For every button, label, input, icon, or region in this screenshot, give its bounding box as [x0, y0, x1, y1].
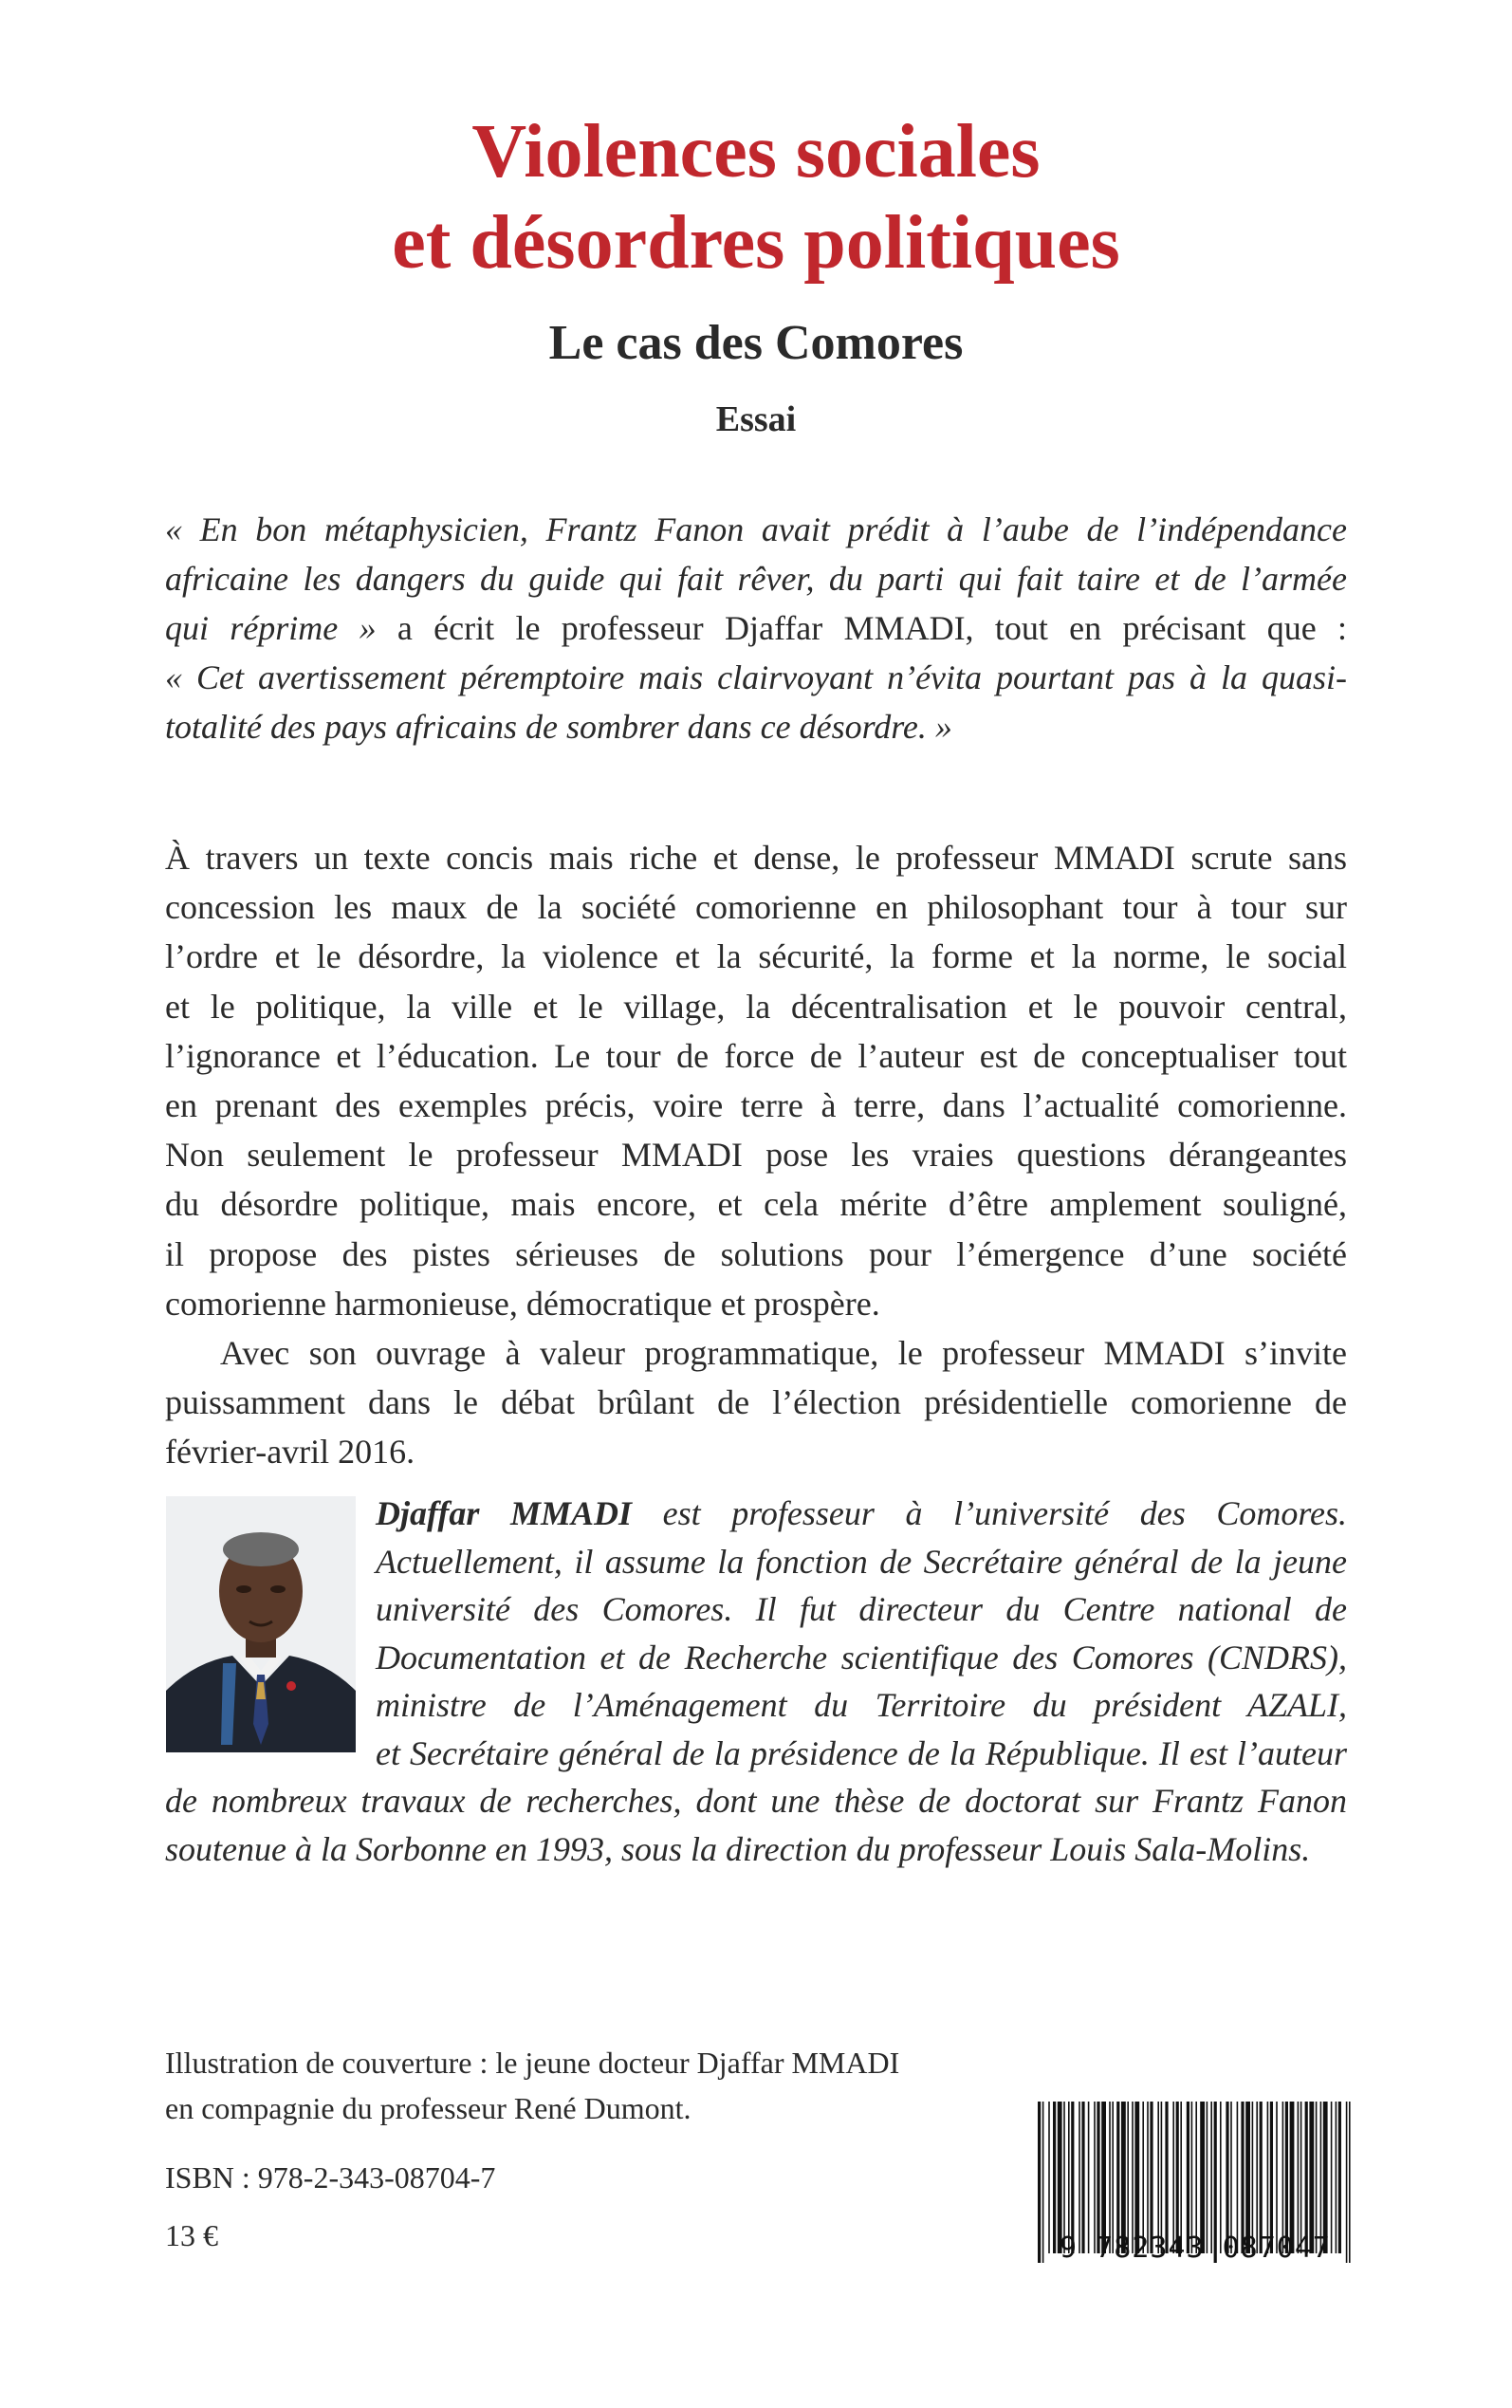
- barcode-bar: [1053, 2102, 1056, 2253]
- quote-italic-fragment: qui réprime »: [165, 609, 377, 647]
- description-line: Avec son ouvrage à valeur programmatique, le professeur MMADI s’invite: [220, 1334, 1347, 1373]
- barcode-bar: [1300, 2102, 1302, 2253]
- barcode-bar: [1094, 2102, 1096, 2253]
- barcode-bar: [1309, 2102, 1314, 2253]
- barcode-bar: [1210, 2102, 1212, 2253]
- barcode-bar: [1068, 2102, 1070, 2253]
- description-line: l’ignorance et l’éducation. Le tour de force de l’auteur est de conceptualiser tout: [165, 1036, 1347, 1075]
- barcode-bar: [1112, 2102, 1114, 2253]
- barcode-bar: [1088, 2102, 1090, 2253]
- barcode-bar: [1150, 2102, 1152, 2253]
- barcode-bar: [1305, 2102, 1308, 2253]
- description-line: Non seulement le professeur MMADI pose les vraies questions dérangeantes: [165, 1136, 1347, 1175]
- barcode-bar: [1290, 2102, 1295, 2253]
- barcode-bar: [1165, 2102, 1168, 2253]
- barcode-bar: [1191, 2102, 1193, 2253]
- barcode-bar: [1316, 2102, 1318, 2253]
- barcode-bar: [1338, 2102, 1341, 2253]
- description-line: comorienne harmonieuse, démocratique et prospère.: [165, 1284, 880, 1323]
- quote-attribution: a écrit le professeur Djaffar MMADI, tout en précisant que :: [376, 609, 1347, 647]
- barcode-bar: [1097, 2102, 1099, 2253]
- barcode-bar: [1071, 2102, 1074, 2253]
- barcode-bar: [1285, 2102, 1288, 2253]
- description-line: en prenant des exemples précis, voire terre à terre, dans l’actualité comorienne.: [165, 1086, 1347, 1125]
- barcode-bar: [1298, 2102, 1300, 2253]
- title-line-2: et désordres politiques: [392, 201, 1120, 285]
- barcode-bar: [1323, 2102, 1328, 2253]
- barcode-bar: [1220, 2102, 1222, 2253]
- barcode-bar: [1256, 2102, 1258, 2253]
- bio-line: de nombreux travaux de recherches, dont une thèse de doctorat sur Frantz Fanon: [165, 1782, 1347, 1820]
- barcode-bar: [1282, 2102, 1284, 2253]
- author-name: Djaffar MMADI: [376, 1494, 632, 1532]
- barcode-bar: [1200, 2102, 1205, 2253]
- barcode-bar: [1331, 2102, 1333, 2253]
- isbn-number: ISBN : 978-2-343-08704-7: [165, 2160, 496, 2195]
- bio-line: ministre de l’Aménagement du Territoire du président AZALI,: [376, 1686, 1347, 1724]
- barcode-bar: [1161, 2102, 1163, 2253]
- barcode-bar: [1207, 2102, 1208, 2253]
- barcode-bar: [1245, 2102, 1250, 2253]
- book-genre: Essai: [715, 399, 797, 439]
- barcode-bar: [1157, 2102, 1159, 2253]
- price-label: 13 €: [165, 2218, 218, 2252]
- bio-line: et Secrétaire général de la présidence de la République. Il est l’auteur: [376, 1733, 1347, 1772]
- barcode-bar: [1230, 2102, 1232, 2253]
- epigraph-quote: [165, 505, 1347, 751]
- bio-line: Documentation et de Recherche scientifique des Comores (CNDRS),: [376, 1638, 1347, 1676]
- quote-line: [165, 603, 1347, 653]
- description-line: À travers un texte concis mais riche et dense, le professeur MMADI scrute sans: [165, 839, 1347, 877]
- barcode-bar: [1336, 2102, 1337, 2253]
- quote-line: « En bon métaphysicien, Frantz Fanon avait prédit à l’aube de l’indépendance: [165, 510, 1347, 548]
- description-line: concession les maux de la société comorienne en philosophant tour à tour sur: [165, 888, 1347, 927]
- barcode-bar: [1180, 2102, 1182, 2253]
- barcode-bar: [1134, 2102, 1139, 2253]
- description-line: février-avril 2016.: [165, 1433, 415, 1472]
- barcode-bar: [1241, 2102, 1244, 2253]
- barcode-bar: [1101, 2102, 1106, 2253]
- barcode-bar: [1176, 2102, 1179, 2253]
- credit-line-2: en compagnie du professeur René Dumont.: [165, 2091, 691, 2125]
- description-line: puissamment dans le débat brûlant de l’élection présidentielle comorienne de: [165, 1383, 1347, 1422]
- barcode-bar: [1127, 2102, 1129, 2253]
- author-biography: [165, 1490, 1347, 1873]
- barcode-bar: [1267, 2102, 1269, 2253]
- bio-line: Actuellement, il assume la fonction de Secrétaire général de la jeune: [376, 1542, 1347, 1581]
- barcode-bar: [1116, 2102, 1119, 2253]
- quote-line: « Cet avertissement péremptoire mais clairvoyant n’évita pourtant pas à la quasi-: [165, 658, 1347, 696]
- book-description: [165, 833, 1347, 1477]
- barcode-bar: [1195, 2102, 1197, 2253]
- barcode-bar: [1252, 2102, 1254, 2253]
- barcode-bar: [1079, 2102, 1080, 2253]
- barcode-bar: [1147, 2102, 1149, 2253]
- barcode-digits: 9 782343 087047: [1060, 2232, 1331, 2265]
- description-line: et le politique, la ville et le village, la décentralisation et le pouvoir central,: [165, 987, 1347, 1026]
- barcode-bar: [1132, 2102, 1134, 2253]
- description-line: du désordre politique, mais encore, et cela mérite d’être amplement souligné,: [165, 1185, 1347, 1224]
- bio-line: université des Comores. Il fut directeur du Centre national de: [376, 1590, 1347, 1628]
- bio-line-rest: est professeur à l’université des Comores.: [632, 1494, 1348, 1532]
- barcode-bar: [1320, 2102, 1322, 2253]
- description-line: l’ordre et le désordre, la violence et la sécurité, la forme et la norme, le social: [165, 937, 1347, 976]
- barcode-bar: [1048, 2102, 1050, 2253]
- barcode-bar: [1142, 2102, 1144, 2253]
- barcode-bar: [1226, 2102, 1228, 2253]
- barcode-bar: [1276, 2102, 1278, 2253]
- barcode-bar: [1081, 2102, 1084, 2253]
- barcode-bar: [1260, 2102, 1263, 2253]
- barcode-bar: [1237, 2102, 1239, 2253]
- barcode-bar: [1187, 2102, 1189, 2253]
- book-title: [0, 106, 1512, 288]
- credit-line-1: Illustration de couverture : le jeune docteur Djaffar MMADI: [165, 2046, 900, 2080]
- bio-line: [165, 1490, 1347, 1538]
- bio-line: soutenue à la Sorbonne en 1993, sous la direction du professeur Louis Sala-Molins.: [165, 1829, 1311, 1868]
- quote-line: totalité des pays africains de sombrer dans ce désordre. »: [165, 708, 952, 746]
- barcode-bar: [1109, 2102, 1111, 2253]
- title-line-1: Violences sociales: [471, 110, 1041, 194]
- barcode-bar: [1121, 2102, 1126, 2253]
- barcode-bar: [1058, 2102, 1062, 2253]
- cover-illustration-credit: [165, 2040, 899, 2131]
- barcode-bar: [1270, 2102, 1273, 2253]
- quote-line: africaine les dangers du guide qui fait rêver, du parti qui fait taire et de l’armée: [165, 560, 1347, 598]
- barcode-bar: [1063, 2102, 1065, 2253]
- book-subtitle: Le cas des Comores: [548, 316, 964, 370]
- description-line: il propose des pistes sérieuses de solutions pour l’émergence d’une société: [165, 1234, 1347, 1273]
- barcode-bar: [1172, 2102, 1174, 2253]
